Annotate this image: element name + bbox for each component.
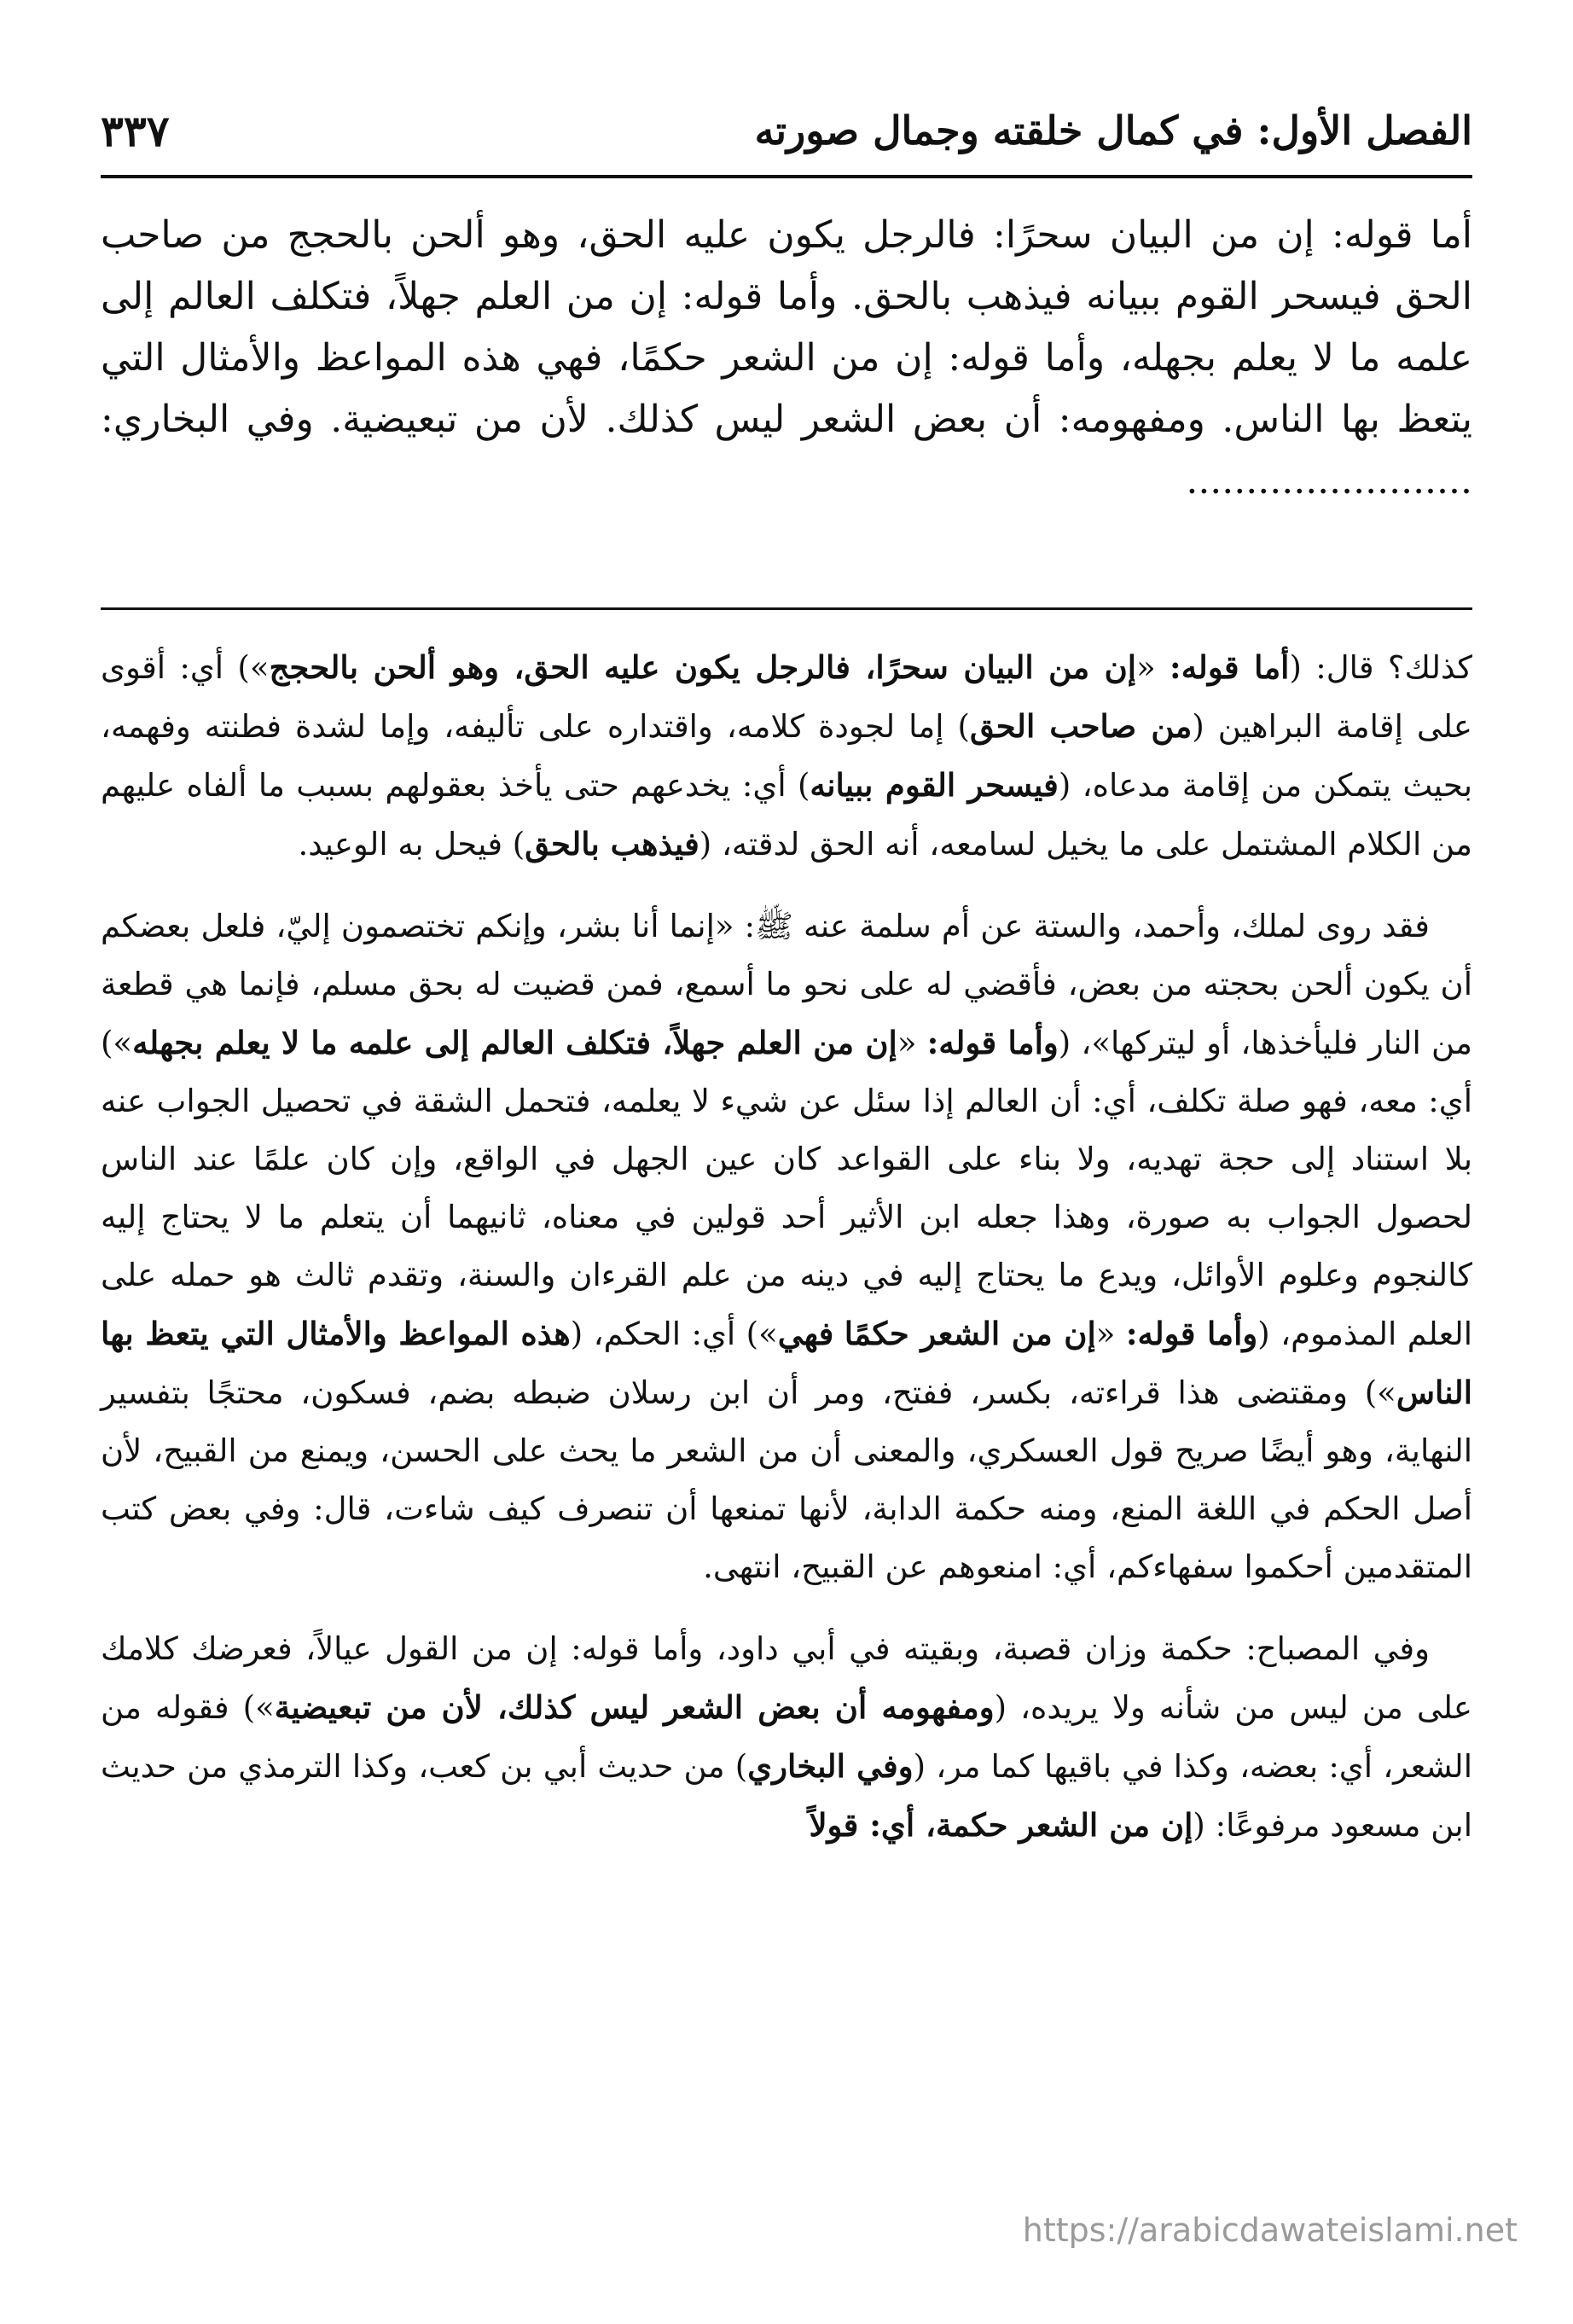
commentary-text-segment: « [1136, 649, 1170, 686]
commentary-text-segment: « [897, 1025, 927, 1061]
commentary-paragraph-2 [101, 898, 1472, 1596]
quoted-text-segment: من صاحب الحق [969, 707, 1193, 745]
commentary-text-segment: كذلك؟ قال: ( [1289, 649, 1472, 686]
quoted-text-segment: فهي [777, 1315, 834, 1352]
commentary-text-segment: ) أي: يخدعهم حتى يأخذ بعقولهم بسبب ما ألفاه عليهم من الكلام المشتمل على ما يخيل لسامعه، أنه الحق لدقته، ( [101, 767, 1472, 863]
page-header [101, 92, 1472, 169]
commentary-text-segment: ») أي: أقوى على إقامة البراهين ( [101, 649, 1472, 745]
header-rule [101, 175, 1472, 178]
quoted-text-segment: إن من البيان سحرًا، فالرجل يكون عليه الحق، وهو ألحن بالحجج [269, 648, 1137, 686]
commentary-text-segment: ») ومقتضى هذا قراءته، بكسر، ففتح، ومر أن ابن رسلان ضبطه بضم، فسكون، محتجًا بتفسير النهاية، وهو أيضًا صريح قول العسكري، والمعنى أن من الشعر ما يحث على الحسن، ويمنع من القبيح، لأن أصل الحكم في اللغة المنع، ومنه حكمة الدابة، لأنها تمنعها أن تنصرف كيف شاءت، قال: وفي بعض كتب المتقدمين أحكموا سفهاءكم، أي: امنعوهم عن القبيح، انتهى. [101, 1374, 1472, 1585]
commentary-text-segment: ) فيحل به الوعيد. [298, 826, 525, 863]
quoted-text-segment: إن من العلم جهلاً، فتكلف العالم إلى علمه ما لا يعلم بجهله [132, 1024, 897, 1061]
quoted-text-segment: هذه المواعظ والأمثال التي يتعظ بها الناس [101, 1315, 1472, 1411]
main-text [101, 205, 1472, 512]
quoted-text-segment: وأما قوله: [1125, 1315, 1258, 1352]
quoted-text-segment: وأما قوله: [926, 1024, 1059, 1061]
commentary-text-segment: ») فقوله من الشعر، أي: بعضه، وكذا في باقيها كما مر، ( [101, 1689, 1472, 1785]
commentary-text-segment: ) إما لجودة كلامه، واقتداره على تأليفه، وإما لشدة فطنته وفهمه، بحيث يتمكن من إقامة مدعاه، ( [101, 708, 1472, 804]
page-number: ٣٣٧ [101, 105, 170, 156]
commentary-text-segment: ») أي: معه، فهو صلة تكلف، أي: أن العالم إذا سئل عن شيء لا يعلمه، فتحمل الشقة في تحصيل الجواب عنه بلا استناد إلى حجة تهديه، ولا بناء على القواعد كان عين الجهل في الواقع، وإن كان علمًا عند الناس لحصول الجواب به صورة، وهذا جعله ابن الأثير أحد قولين في معناه، ثانيهما أن يتعلم ما لا يحتاج إليه كالنجوم وعلوم الأوائل، ويدع ما يحتاج إليه في دينه من علم القرءان والسنة، وتقدم ثالث هو حمله على العلم المذموم، ( [101, 1025, 1472, 1352]
commentary-text-segment: ») أي: الحكم، ( [570, 1316, 778, 1352]
quoted-text-segment: فيذهب بالحق [525, 825, 699, 863]
quoted-text-segment: فيسحر القوم ببيانه [810, 766, 1059, 804]
main-text-paragraph [101, 205, 1472, 512]
section-divider [101, 607, 1472, 610]
main-text-body: أما قوله: إن من البيان سحرًا: فالرجل يكون عليه الحق، وهو ألحن بالحجج من صاحب الحق فيسحر القوم ببيانه فيذهب بالحق. وأما قوله: إن من العلم جهلاً، فتكلف العالم إلى علمه ما لا يعلم بجهله، وأما قوله: إن من الشعر حكمًا، فهي هذه المواعظ والأمثال التي يتعظ بها الناس. ومفهومه: أن بعض الشعر ليس كذلك. لأن من تبعيضية. وفي البخاري: [101, 213, 1473, 441]
commentary-text-segment: فقد روى لملك، وأحمد، والستة عن أم سلمة عنه ﷺ: «إنما أنا بشر، وإنكم تختصمون إليّ، فلعل بعضكم أن يكون ألحن بحجته من بعض، فأقضي له على نحو ما أسمع، فمن قضيت له بحق مسلم، فإنما هي قطعة من النار فليأخذها، أو ليتركها»، ( [101, 908, 1472, 1061]
commentary-text-segment: وفي المصباح: حكمة وزان قصبة، وبقيته في أبي داود، وأما قوله: إن من القول عيالاً، فعرضك كلامك على من ليس من شأنه ولا يريده، ( [101, 1630, 1472, 1726]
commentary-paragraph-1 [101, 638, 1472, 874]
quoted-text-segment: أما قوله: [1170, 648, 1290, 686]
quoted-text-segment: وفي البخاري [747, 1747, 914, 1785]
commentary-text-segment [833, 1316, 844, 1352]
chapter-title: الفصل الأول: في كمال خلقته وجمال صورته [754, 107, 1472, 154]
commentary-paragraph-3 [101, 1620, 1472, 1855]
commentary-text-segment: « [1095, 1316, 1126, 1352]
commentary [101, 638, 1472, 1879]
quoted-text-segment: ومفهومه أن بعض الشعر ليس كذلك، لأن من تبعيضية [274, 1688, 995, 1726]
ellipsis-dots: ........................ [1186, 459, 1472, 503]
quoted-text-segment: إن من الشعر حكمة، أي: قولاً [809, 1806, 1193, 1844]
watermark-url: https://arabicdawateislami.net [1022, 2211, 1518, 2249]
quoted-text-segment: إن من الشعر حكمًا [844, 1315, 1096, 1352]
commentary-text-segment: ) من حديث أبي بن كعب، وكذا الترمذي من حديث ابن مسعود مرفوعًا: ( [101, 1748, 1472, 1844]
